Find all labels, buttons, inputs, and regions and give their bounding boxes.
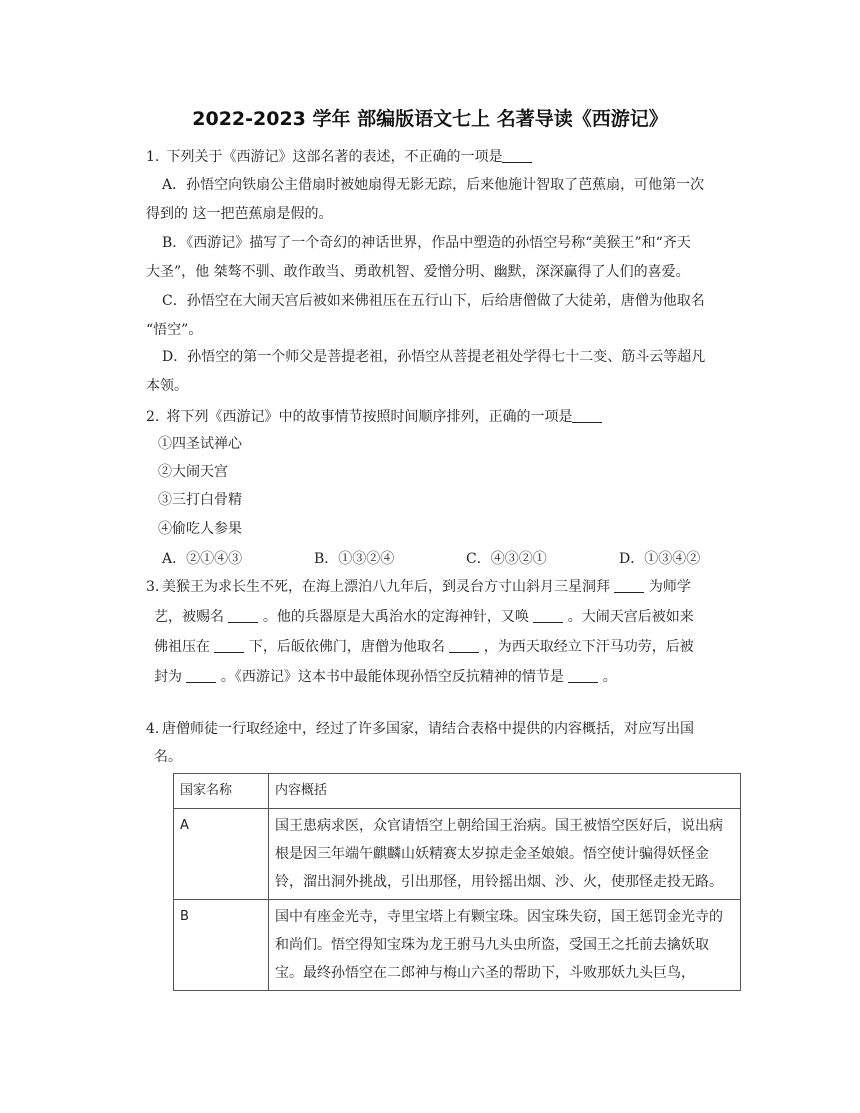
option-text: 本领。 <box>146 378 188 394</box>
answer-blank[interactable] <box>614 576 644 593</box>
country-table <box>173 773 741 991</box>
fill-line <box>146 602 740 632</box>
answer-blank[interactable] <box>572 406 602 423</box>
option-text: 大圣”，他 桀骜不驯、敢作敢当、勇敢机智、爱憎分明、幽默，深深赢得了人们的喜爱。 <box>146 264 690 280</box>
text-run: 。 <box>598 669 617 685</box>
option-text: B．《西游记》描写了一个奇幻的神话世界，作品中塑造的孙悟空号称“美猴王”和“齐天 <box>162 235 691 251</box>
table-header-row <box>174 774 741 809</box>
text-run: ，为西天取经立下汗马功劳，后被 <box>479 639 694 655</box>
option-text: D．孙悟空的第一个师父是菩提老祖，孙悟空从菩提老祖处学得七十二变、筋斗云等超凡 <box>162 349 706 365</box>
option-text: A．孙悟空向铁扇公主借扇时被她扇得无影无踪，后来他施计智取了芭蕉扇，可他第一次 <box>162 177 705 193</box>
table-cell-summary: 国王患病求医，众官请悟空上朝给国王治病。国王被悟空医好后，说出病根是因三年端午麒麟山妖精赛太岁掠走金圣娘娘。悟空使计骗得妖怪金铃，溜出洞外挑战，引出那怪，用铃摇出烟、沙、火，使那怪走投无路。 <box>269 809 741 900</box>
text-run: 美猴王为求长生不死，在海上漂泊八九年后，到灵台方寸山斜月三星洞拜 <box>162 579 615 595</box>
option-c <box>146 287 740 345</box>
answer-blank[interactable] <box>533 606 563 623</box>
text-run: 艺，被赐名 <box>154 609 229 625</box>
question-1-stem <box>146 143 746 171</box>
plot-item-4: ④偷吃人参果 <box>158 521 242 537</box>
question-text: 将下列《西游记》中的故事情节按照时间顺序排列，正确的一项是 <box>166 409 573 425</box>
table-header: 国家名称 <box>174 774 269 809</box>
choice-b[interactable]: B．①③②④ <box>314 551 395 567</box>
question-2-stem <box>146 403 746 431</box>
text-run: 下，后皈依佛门，唐僧为他取名 <box>244 639 450 655</box>
answer-blank[interactable] <box>568 666 598 683</box>
question-3 <box>146 572 740 692</box>
choice-a[interactable]: A．②①④③ <box>162 551 243 567</box>
text-run: 。他的兵器原是大禹治水的定海神针，又唤 <box>258 609 534 625</box>
choice-d[interactable]: D．①③④② <box>619 551 701 567</box>
choice-c[interactable]: C．④③②① <box>466 551 547 567</box>
fill-line <box>146 662 740 692</box>
question-number: 2. <box>146 409 160 425</box>
question-text: 名。 <box>154 749 182 765</box>
text-run: 。大闹天宫后被如来 <box>563 609 694 625</box>
table-header: 内容概括 <box>269 774 741 809</box>
table-row <box>174 900 741 991</box>
question-number: 4. <box>146 721 160 737</box>
text-run: 封为 <box>154 669 187 685</box>
question-number: 3. <box>146 579 160 595</box>
table-cell-country[interactable]: B <box>174 900 269 991</box>
answer-blank[interactable] <box>186 666 216 683</box>
plot-item-3: ③三打白骨精 <box>158 492 242 508</box>
plot-item-2: ②大闹天宫 <box>158 464 228 480</box>
question-4-stem <box>146 715 740 771</box>
question-number: 1. <box>146 149 160 165</box>
fill-line <box>146 572 740 602</box>
option-a <box>146 171 740 229</box>
question-text: 下列关于《西游记》这部名著的表述，不正确的一项是 <box>166 149 503 165</box>
answer-blank[interactable] <box>502 146 532 163</box>
text-run: 。《西游记》这本书中最能体现孙悟空反抗精神的情节是 <box>216 669 569 685</box>
text-run: 佛祖压在 <box>154 639 215 655</box>
option-text: C．孙悟空在大闹天宫后被如来佛祖压在五行山下，后给唐僧做了大徒弟，唐僧为他取名 <box>162 293 705 309</box>
question-text: 唐僧师徒一行取经途中，经过了许多国家，请结合表格中提供的内容概括，对应写出国 <box>162 721 694 737</box>
answer-blank[interactable] <box>449 636 479 653</box>
text-run: 为师学 <box>644 579 691 595</box>
fill-line <box>146 632 740 662</box>
answer-blank[interactable] <box>214 636 244 653</box>
option-text: 得到的 这一把芭蕉扇是假的。 <box>146 206 333 222</box>
answer-blank[interactable] <box>228 606 258 623</box>
plot-item-1: ①四圣试禅心 <box>158 436 242 452</box>
table-cell-country[interactable]: A <box>174 809 269 900</box>
table-row <box>174 809 741 900</box>
option-d <box>146 343 740 401</box>
choice-row <box>146 545 746 573</box>
option-text: “悟空”。 <box>146 322 203 338</box>
table-cell-summary: 国中有座金光寺，寺里宝塔上有颗宝珠。因宝珠失窃，国王惩罚金光寺的和尚们。悟空得知宝珠为龙王驸马九头虫所盗，受国王之托前去擒妖取宝。最终孙悟空在二郎神与梅山六圣的帮助下，斗败那妖九头巨鸟， <box>269 900 741 991</box>
option-b <box>146 229 740 287</box>
page-title: 2022-2023 学年 部编版语文七上 名著导读《西游记》 <box>192 108 668 130</box>
